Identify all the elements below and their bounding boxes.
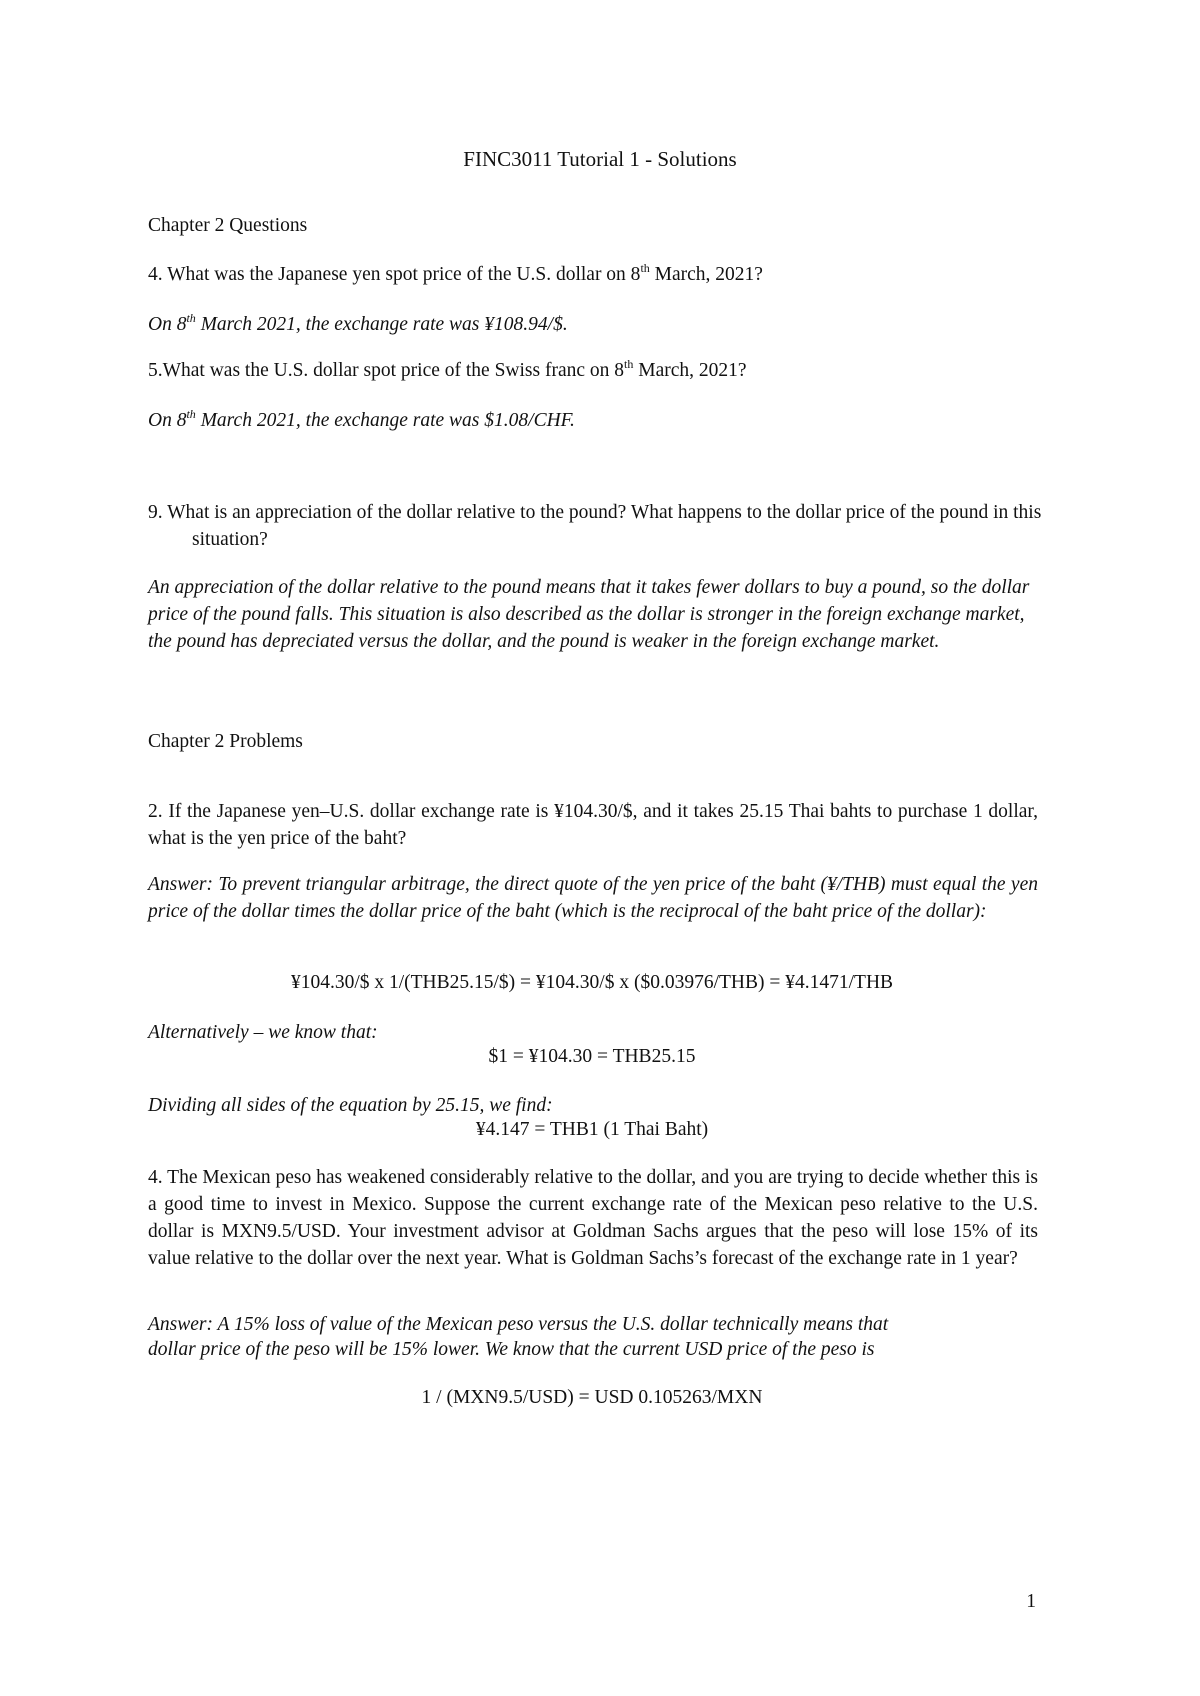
problem-4-answer-line-2: dollar price of the peso will be 15% lower. We know that the current USD price of the peso is: [148, 1339, 875, 1360]
question-5-text: 5.What was the U.S. dollar spot price of the Swiss franc on 8: [148, 360, 625, 381]
problem-2-equation: ¥104.30/$ x 1/(THB25.15/$) = ¥104.30/$ x ($0.03976/THB) = ¥4.1471/THB: [290, 972, 894, 993]
problem-4-answer-line-1: Answer: A 15% loss of value of the Mexican peso versus the U.S. dollar technically means that: [148, 1314, 889, 1335]
problem-4-equation: 1 / (MXN9.5/USD) = USD 0.105263/MXN: [421, 1387, 763, 1408]
answer-4-sup: th: [186, 311, 196, 325]
question-5: [148, 357, 1036, 384]
answer-9: An appreciation of the dollar relative to the pound means that it takes fewer dollars to buy a pound, so the dollar price of the pound falls. This situation is also described as the dollar is stronger in the foreign exchange market, the pound has depreciated versus the dollar, and the pound is weaker in the foreign exchange market.: [148, 577, 1030, 652]
question-5-sup: th: [624, 357, 634, 371]
problem-2-divide-label: Dividing all sides of the equation by 25.15, we find:: [148, 1095, 553, 1116]
answer-5: [148, 407, 1036, 434]
question-9: 9. What is an appreciation of the dollar relative to the pound? What happens to the dollar price of the pound in this situation?: [148, 502, 1042, 550]
problem-2: 2. If the Japanese yen–U.S. dollar exchange rate is ¥104.30/$, and it takes 25.15 Thai bahts to purchase 1 dollar, what is the yen price of the baht?: [148, 801, 1038, 849]
answer-4-text-end: March 2021, the exchange rate was ¥108.94/$.: [195, 314, 568, 335]
answer-5-sup: th: [186, 407, 196, 421]
answer-4-text: On 8: [148, 314, 187, 335]
question-4-text: 4. What was the Japanese yen spot price of the U.S. dollar on 8: [148, 264, 641, 285]
document-title: FINC3011 Tutorial 1 - Solutions: [463, 147, 737, 171]
question-5-text-end: March, 2021?: [633, 360, 747, 381]
question-4-text-end: March, 2021?: [649, 264, 763, 285]
section-heading-problems: Chapter 2 Problems: [148, 731, 303, 752]
problem-4: 4. The Mexican peso has weakened considerably relative to the dollar, and you are trying to decide whether this is a good time to invest in Mexico. Suppose the current exchange rate of the Mexican peso relative to the U.S. dollar is MXN9.5/USD. Your investment advisor at Goldman Sachs argues that the peso will lose 15% of its value relative to the dollar over the next year. What is Goldman Sachs’s forecast of the exchange rate in 1 year?: [148, 1167, 1038, 1269]
problem-2-alt-label: Alternatively – we know that:: [148, 1022, 378, 1043]
section-heading-questions: Chapter 2 Questions: [148, 215, 308, 236]
answer-4: [148, 311, 1036, 338]
answer-5-text-end: March 2021, the exchange rate was $1.08/CHF.: [195, 410, 575, 431]
page-number: 1: [1026, 1591, 1036, 1612]
problem-2-alt-equation: $1 = ¥104.30 = THB25.15: [488, 1046, 696, 1067]
question-4: [148, 261, 1036, 288]
question-4-sup: th: [640, 261, 650, 275]
problem-2-divide-equation: ¥4.147 = THB1 (1 Thai Baht): [475, 1119, 709, 1140]
problem-2-answer: Answer: To prevent triangular arbitrage, the direct quote of the yen price of the baht (¥/THB) must equal the yen price of the dollar times the dollar price of the baht (which is the reciprocal of the baht price of the dollar):: [148, 874, 1038, 922]
answer-5-text: On 8: [148, 410, 187, 431]
